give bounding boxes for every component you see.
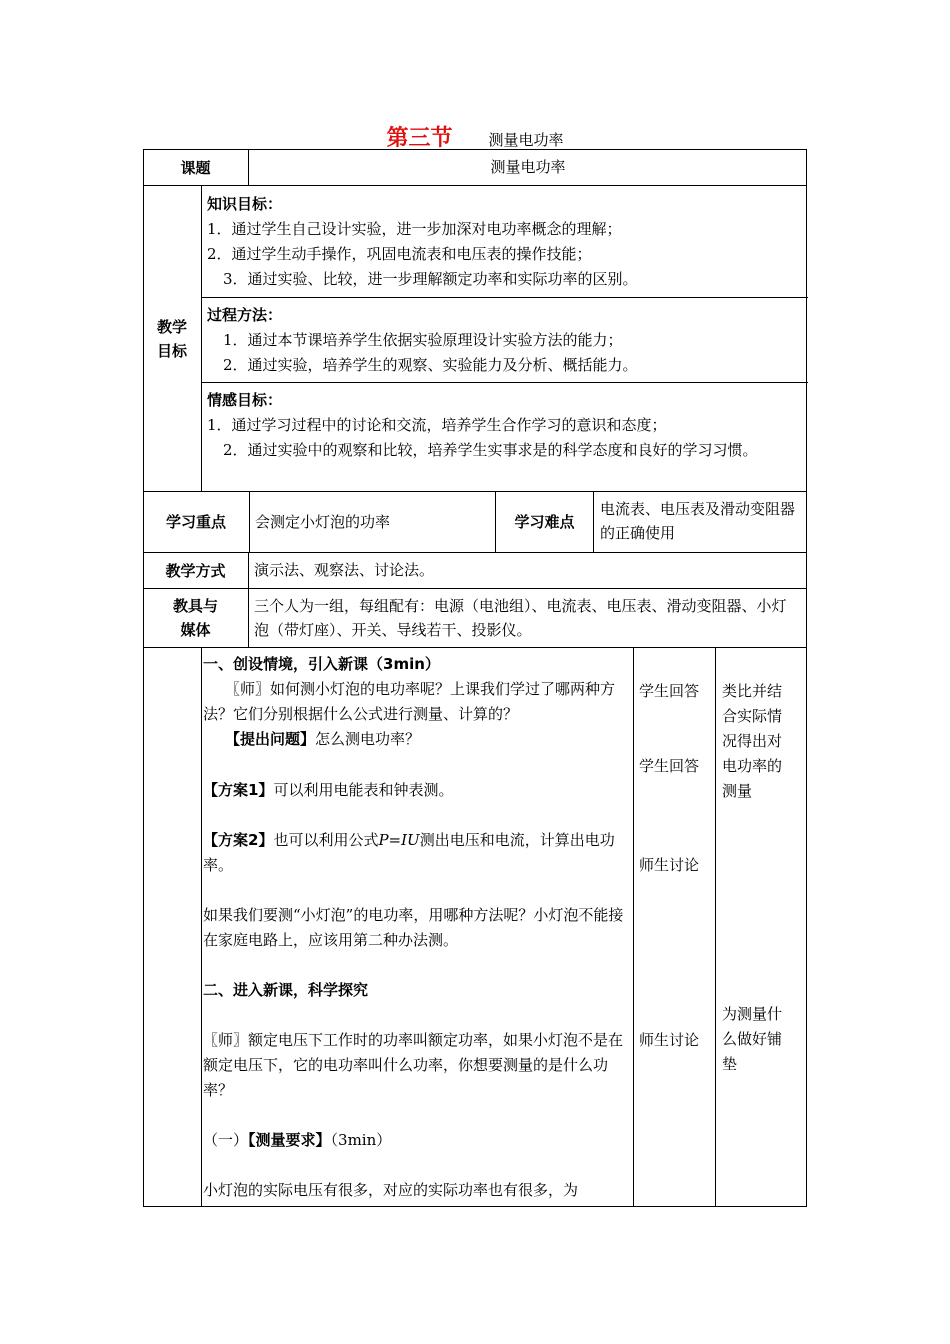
student-activity: 师生讨论 bbox=[639, 1031, 700, 1049]
objectives-content bbox=[201, 186, 807, 491]
objectives-label-line1: 教学 bbox=[156, 317, 187, 336]
media-label bbox=[143, 589, 248, 647]
knowledge-heading: 知识目标： bbox=[207, 195, 283, 213]
choose-method-paragraph: 如果我们要测“小灯泡”的电功率，用哪种方法呢？小灯泡不能接在家庭电路上，应该用第二种办法测。 bbox=[203, 906, 624, 949]
process-blank-column bbox=[143, 648, 201, 1206]
topic-value: 测量电功率 bbox=[248, 150, 807, 185]
emotion-heading: 情感目标： bbox=[207, 391, 283, 409]
sub-section-prefix: （一） bbox=[203, 1131, 249, 1149]
student-activity-column bbox=[633, 648, 715, 1206]
media-label-line2: 媒体 bbox=[180, 621, 211, 639]
process-item: 1．通过本节课培养学生依据实验原理设计实验方法的能力； bbox=[223, 331, 623, 349]
section-1-block bbox=[203, 652, 631, 752]
section-title: 测量电功率 bbox=[488, 131, 564, 149]
method-value: 演示法、观察法、讨论法。 bbox=[248, 553, 807, 588]
key-point-label: 学习重点 bbox=[165, 513, 226, 531]
student-activity: 学生回答 bbox=[639, 682, 700, 700]
design-intent: 为测量什么做好铺垫 bbox=[722, 1005, 783, 1073]
teacher-question: 〖师〗如何测小灯泡的电功率呢？上课我们学过了哪两种方法？它们分别根据什么公式进行测量、计算的？ bbox=[203, 680, 616, 723]
media-label-line1: 教具与 bbox=[172, 597, 218, 615]
rated-power-paragraph: 〖师〗额定电压下工作时的功率叫额定功率，如果小灯泡不是在额定电压下，它的电功率叫什么功率，你想要测量的是什么功率？ bbox=[203, 1031, 624, 1099]
student-activity: 师生讨论 bbox=[639, 856, 700, 874]
section-1-heading: 一、创设情境，引入新课（3min） bbox=[203, 655, 440, 673]
process-item: 2．通过实验，培养学生的观察、实验能力及分析、概括能力。 bbox=[223, 356, 638, 374]
plan-1-label: 【方案1】 bbox=[203, 781, 274, 799]
objectives-row bbox=[143, 185, 807, 491]
topic-label: 课题 bbox=[180, 158, 211, 177]
raise-question-text: 怎么测电功率？ bbox=[315, 730, 421, 748]
emotion-goals bbox=[202, 382, 808, 492]
sub-section-label: 【测量要求】 bbox=[248, 1131, 331, 1149]
actual-voltage-paragraph: 小灯泡的实际电压有很多，对应的实际功率也有很多，为 bbox=[203, 1181, 579, 1199]
method-row bbox=[143, 552, 807, 588]
process-row bbox=[143, 647, 807, 1206]
plan-1 bbox=[203, 778, 631, 803]
measurement-requirement bbox=[203, 1128, 631, 1153]
difficulty-value: 电流表、电压表及滑动变阻器的正确使用 bbox=[593, 492, 807, 552]
process-goals bbox=[202, 297, 808, 382]
emotion-item: 1．通过学习过程中的讨论和交流，培养学生合作学习的意识和态度； bbox=[207, 416, 667, 434]
plan-2-post: 测出电压和电流，计算出电功率。 bbox=[203, 831, 615, 874]
plan-2-pre: 也可以利用公式 bbox=[273, 831, 379, 849]
knowledge-goals bbox=[202, 186, 808, 297]
plan-2 bbox=[203, 828, 631, 878]
teacher-activity bbox=[201, 648, 633, 1206]
section-2-heading: 二、进入新课，科学探究 bbox=[203, 981, 369, 999]
media-row bbox=[143, 588, 807, 647]
raise-question-label: 【提出问题】 bbox=[225, 730, 316, 748]
emotion-item: 2．通过实验中的观察和比较，培养学生实事求是的科学态度和良好的学习习惯。 bbox=[223, 441, 758, 459]
key-points-row bbox=[143, 491, 807, 552]
media-value: 三个人为一组，每组配有：电源（电池组）、电流表、电压表、滑动变阻器、小灯泡（带灯座）、开关、导线若干、投影仪。 bbox=[248, 589, 807, 647]
difficulty-label: 学习难点 bbox=[495, 492, 593, 552]
design-intent: 类比并结合实际情况得出对电功率的测量 bbox=[722, 682, 783, 800]
objectives-label bbox=[143, 186, 201, 491]
plan-1-text: 可以利用电能表和钟表测。 bbox=[273, 781, 454, 799]
knowledge-item: 3．通过实验、比较，进一步理解额定功率和实际功率的区别。 bbox=[223, 270, 638, 288]
design-intent-column bbox=[715, 648, 807, 1206]
method-label: 教学方式 bbox=[165, 561, 226, 580]
process-heading: 过程方法： bbox=[207, 306, 283, 324]
raise-question bbox=[203, 727, 631, 752]
topic-row bbox=[143, 150, 807, 185]
sub-section-time: （3min） bbox=[330, 1131, 392, 1149]
knowledge-item: 1．通过学生自己设计实验，进一步加深对电功率概念的理解； bbox=[207, 220, 622, 238]
section-number: 第三节 bbox=[386, 126, 453, 151]
student-activity: 学生回答 bbox=[639, 757, 700, 775]
key-point-value: 会测定小灯泡的功率 bbox=[249, 492, 495, 552]
objectives-label-line2: 目标 bbox=[156, 341, 187, 360]
plan-2-label: 【方案2】 bbox=[203, 831, 274, 849]
knowledge-item: 2．通过学生动手操作，巩固电流表和电压表的操作技能； bbox=[207, 245, 592, 263]
power-formula: P=IU bbox=[378, 831, 420, 849]
